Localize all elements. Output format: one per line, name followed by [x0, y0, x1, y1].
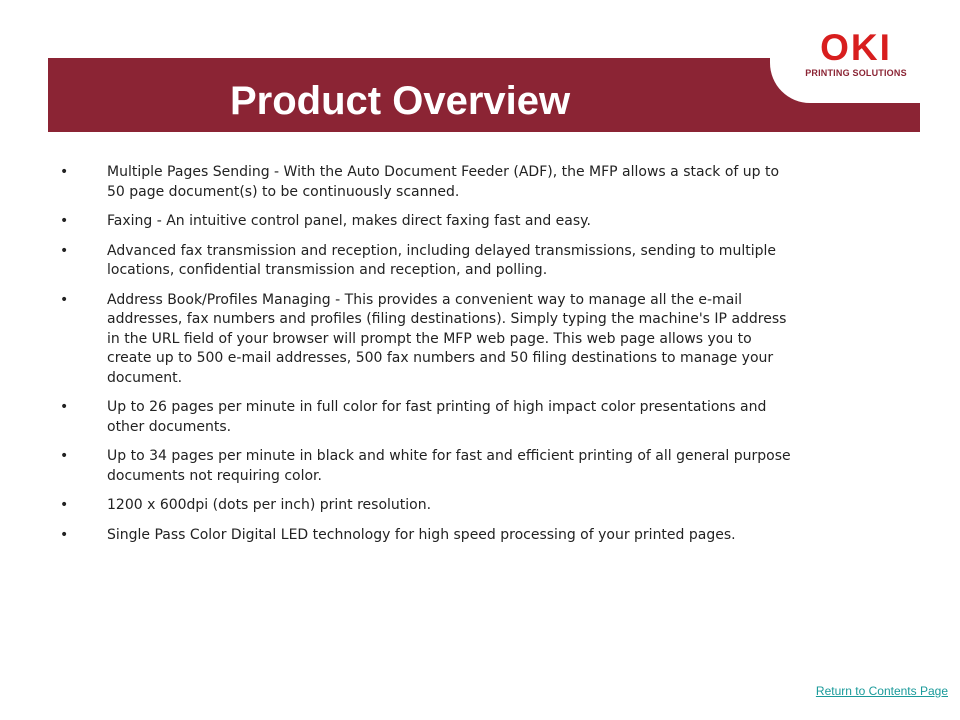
bullet-icon: • [60, 448, 69, 464]
list-item-text: Single Pass Color Digital LED technology for high speed processing of your printed pages. [107, 526, 736, 543]
list-item [60, 163, 792, 202]
feature-list [60, 163, 792, 555]
list-item-text: Address Book/Profiles Managing - This provides a convenient way to manage all the e-mail addresses, fax numbers and profiles (filing destinations). Simply typing the machine's IP address in the URL field of your browser will prompt the MFP web page. This web page allows you to create up to 500 e-mail addresses, 500 fax numbers and 50 filing destinations to manage your document. [107, 291, 787, 386]
logo-tagline: PRINTING SOLUTIONS [805, 68, 907, 78]
list-item [60, 398, 792, 437]
bullet-icon: • [60, 497, 69, 513]
list-item [60, 242, 792, 281]
page-title: Product Overview [230, 79, 571, 123]
list-item [60, 212, 792, 232]
list-item-text: Multiple Pages Sending - With the Auto Document Feeder (ADF), the MFP allows a stack of up to 50 page document(s) to be continuously scanned. [107, 164, 780, 200]
list-item-text: Up to 34 pages per minute in black and white for fast and efficient printing of all general purpose documents not requiring color. [107, 448, 791, 484]
bullet-icon: • [60, 399, 69, 415]
oki-logo [800, 27, 912, 79]
list-item [60, 291, 792, 389]
bullet-icon: • [60, 164, 69, 180]
list-item [60, 447, 792, 486]
bullet-icon: • [60, 242, 69, 259]
list-item-text: Faxing - An intuitive control panel, makes direct faxing fast and easy. [107, 213, 591, 229]
list-item [60, 526, 792, 546]
list-item-text: Advanced fax transmission and reception, including delayed transmissions, sending to multiple locations, confidential transmission and reception, and polling. [107, 242, 776, 278]
return-to-contents-link[interactable]: Return to Contents Page [815, 684, 948, 698]
bullet-icon: • [60, 526, 69, 543]
bullet-icon: • [60, 291, 69, 308]
bullet-icon: • [60, 213, 69, 229]
list-item-text: Up to 26 pages per minute in full color for fast printing of high impact color presentations and other documents. [107, 399, 767, 435]
logo-brand: OKI [820, 27, 892, 68]
list-item [60, 496, 792, 516]
list-item-text: 1200 x 600dpi (dots per inch) print resolution. [107, 497, 432, 513]
